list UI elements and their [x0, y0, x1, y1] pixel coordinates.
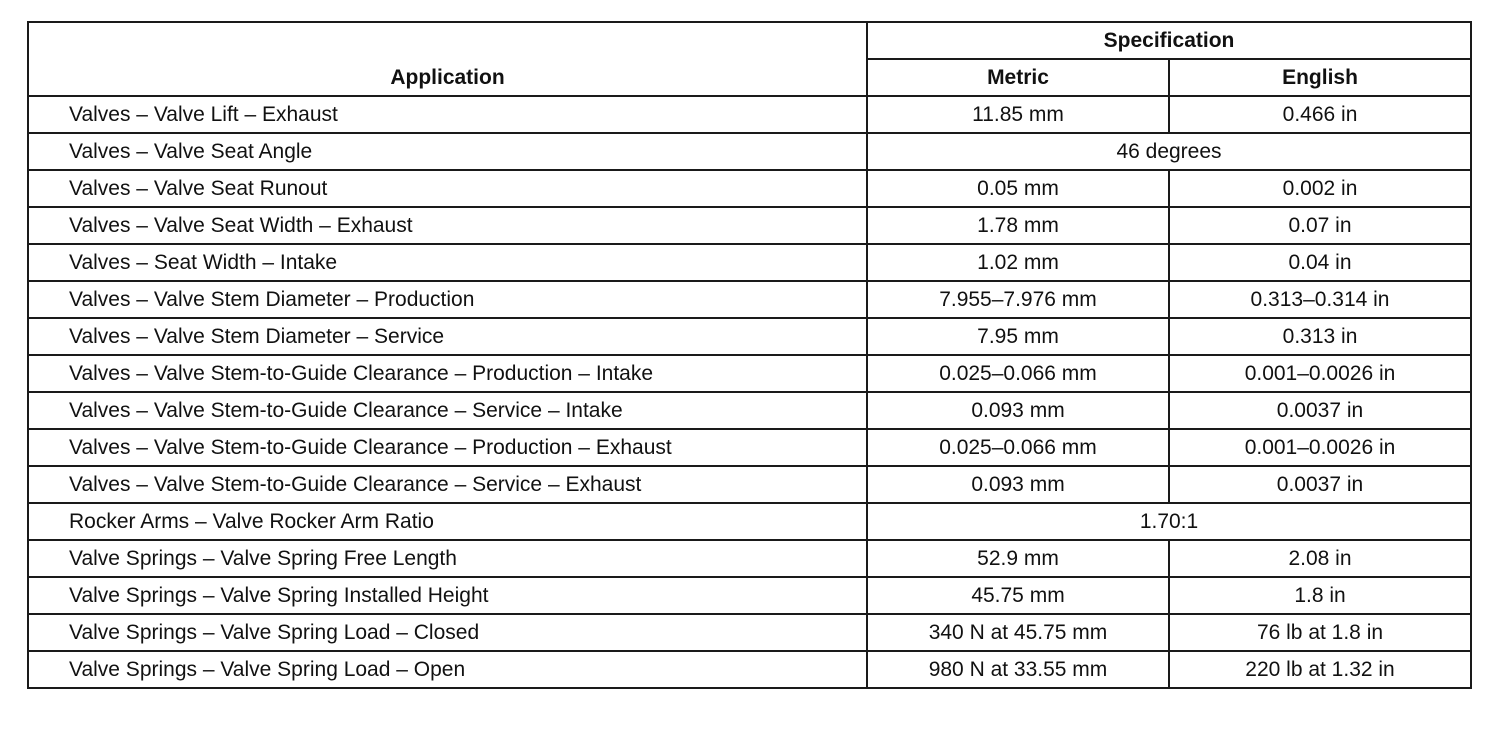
table-row: [28, 540, 1471, 577]
table-row: [28, 170, 1471, 207]
english-cell: 0.0037 in: [1169, 392, 1471, 429]
english-cell: 0.313–0.314 in: [1169, 281, 1471, 318]
table-row: [28, 96, 1471, 133]
english-cell: 0.04 in: [1169, 244, 1471, 281]
metric-cell: 0.025–0.066 mm: [867, 355, 1169, 392]
application-cell: Valve Springs – Valve Spring Load – Closed: [28, 614, 867, 651]
english-cell: 0.07 in: [1169, 207, 1471, 244]
metric-cell: 0.025–0.066 mm: [867, 429, 1169, 466]
combined-spec-cell: 46 degrees: [867, 133, 1471, 170]
table-row: [28, 503, 1471, 540]
application-cell: Valves – Valve Seat Runout: [28, 170, 867, 207]
metric-cell: 7.95 mm: [867, 318, 1169, 355]
application-cell: Valve Springs – Valve Spring Free Length: [28, 540, 867, 577]
table-row: [28, 281, 1471, 318]
application-cell: Valves – Valve Stem Diameter – Production: [28, 281, 867, 318]
application-column-header: Application: [28, 22, 867, 96]
table-row: [28, 207, 1471, 244]
metric-column-header: Metric: [867, 59, 1169, 96]
metric-cell: 45.75 mm: [867, 577, 1169, 614]
metric-cell: 340 N at 45.75 mm: [867, 614, 1169, 651]
header-row-top: [28, 22, 1471, 59]
table-row: [28, 651, 1471, 688]
table-row: [28, 577, 1471, 614]
table-row: [28, 392, 1471, 429]
application-cell: Valves – Seat Width – Intake: [28, 244, 867, 281]
metric-cell: 11.85 mm: [867, 96, 1169, 133]
english-cell: 0.002 in: [1169, 170, 1471, 207]
english-column-header: English: [1169, 59, 1471, 96]
combined-spec-cell: 1.70:1: [867, 503, 1471, 540]
metric-cell: 1.02 mm: [867, 244, 1169, 281]
application-cell: Valves – Valve Stem Diameter – Service: [28, 318, 867, 355]
application-cell: Valves – Valve Seat Angle: [28, 133, 867, 170]
metric-cell: 980 N at 33.55 mm: [867, 651, 1169, 688]
application-cell: Valve Springs – Valve Spring Load – Open: [28, 651, 867, 688]
table-body: [28, 96, 1471, 688]
metric-cell: 7.955–7.976 mm: [867, 281, 1169, 318]
english-cell: 0.313 in: [1169, 318, 1471, 355]
english-cell: 0.0037 in: [1169, 466, 1471, 503]
application-cell: Valves – Valve Stem-to-Guide Clearance – Production – Intake: [28, 355, 867, 392]
table-row: [28, 614, 1471, 651]
application-cell: Valves – Valve Stem-to-Guide Clearance – Service – Intake: [28, 392, 867, 429]
english-cell: 76 lb at 1.8 in: [1169, 614, 1471, 651]
english-cell: 0.001–0.0026 in: [1169, 355, 1471, 392]
english-cell: 0.466 in: [1169, 96, 1471, 133]
specification-table: [27, 21, 1472, 689]
english-cell: 2.08 in: [1169, 540, 1471, 577]
table-header: [28, 22, 1471, 96]
table-row: [28, 244, 1471, 281]
english-cell: 1.8 in: [1169, 577, 1471, 614]
metric-cell: 52.9 mm: [867, 540, 1169, 577]
table-row: [28, 466, 1471, 503]
application-cell: Valve Springs – Valve Spring Installed Height: [28, 577, 867, 614]
application-cell: Valves – Valve Stem-to-Guide Clearance – Production – Exhaust: [28, 429, 867, 466]
metric-cell: 0.093 mm: [867, 466, 1169, 503]
application-cell: Valves – Valve Stem-to-Guide Clearance – Service – Exhaust: [28, 466, 867, 503]
english-cell: 220 lb at 1.32 in: [1169, 651, 1471, 688]
metric-cell: 0.05 mm: [867, 170, 1169, 207]
specification-group-header: Specification: [867, 22, 1471, 59]
english-cell: 0.001–0.0026 in: [1169, 429, 1471, 466]
table-row: [28, 318, 1471, 355]
table-row: [28, 133, 1471, 170]
table-row: [28, 355, 1471, 392]
application-cell: Valves – Valve Lift – Exhaust: [28, 96, 867, 133]
table-row: [28, 429, 1471, 466]
application-cell: Valves – Valve Seat Width – Exhaust: [28, 207, 867, 244]
application-cell: Rocker Arms – Valve Rocker Arm Ratio: [28, 503, 867, 540]
metric-cell: 1.78 mm: [867, 207, 1169, 244]
metric-cell: 0.093 mm: [867, 392, 1169, 429]
